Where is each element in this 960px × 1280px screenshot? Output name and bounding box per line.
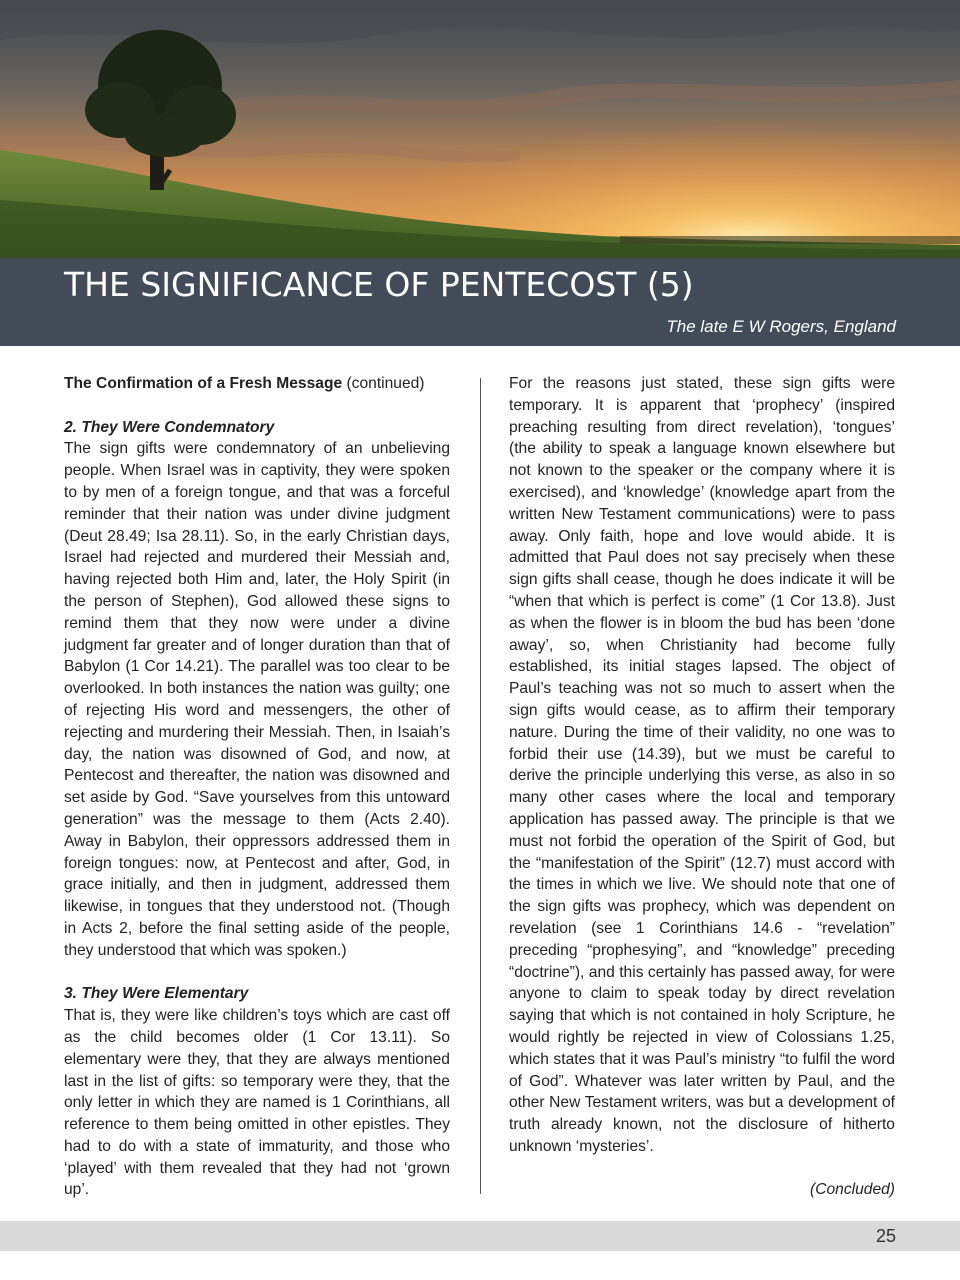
footer-band	[0, 1221, 960, 1251]
section-heading-text: The Confirmation of a Fresh Message	[64, 375, 343, 392]
right-column	[509, 373, 895, 1201]
concluded-note: (Concluded)	[810, 1181, 895, 1199]
paragraph-condemnatory: The sign gifts were condemnatory of an unbelieving people. When Israel was in captivity, they were spoken to by men of a foreign tongue, and that was a forceful reminder that their nation was under divine judgment (Deut 28.49; Isa 28.11). So, in the early Christian days, Israel had rejected and murdered their Messiah and, having rejected both Him and, later, the Holy Spirit (in the person of Stephen), God allowed these signs to remind them that they now were under a divine judgment far greater and of longer duration than that of Babylon (1 Cor 14.21). The parallel was too clear to be overlooked. In both instances the nation was guilty; one of rejecting His word and messengers, the other of rejecting and murdering their Messiah. Then, in Isaiah’s day, the nation was disowned of God, and now, at Pentecost and thereafter, the nation was disowned and set aside by God. “Save yourselves from this untoward generation” was the message to them (Acts 2.40). Away in Babylon, their oppressors addressed them in foreign tongues: now, at Pentecost and after, God, in grace initially, and then in judgment, addressed them likewise, in tongues that they understood not. (Though in Acts 2, before the final setting aside of the people, they understood that which was spoken.)	[64, 440, 450, 959]
subheading-elementary: 3. They Were Elementary	[64, 985, 249, 1003]
article-author: The late E W Rogers, England	[666, 317, 896, 336]
header-photo	[0, 0, 960, 260]
subheading-condemnatory: 2. They Were Condemnatory	[64, 418, 275, 436]
column-divider	[480, 378, 481, 1194]
section-heading	[64, 373, 450, 395]
left-column	[64, 373, 450, 1201]
sunset-field-image	[0, 0, 960, 260]
article-title: THE SIGNIFICANCE OF PENTECOST (5)	[64, 265, 694, 304]
section-heading-note: (continued)	[346, 375, 425, 392]
page-number: 25	[875, 1226, 896, 1246]
paragraph-temporary: For the reasons just stated, these sign gifts were temporary. It is apparent that ‘prophecy’ (inspired preaching resulting from direct revelation), ‘tongues’ (the ability to speak a language known elsewhere but not known to the speaker or the company where it is exercised), and ‘knowledge’ (knowledge apart from the written New Testament communications) were to pass away. Only faith, hope and love would abide. It is admitted that Paul does not say precisely when these sign gifts shall cease, though he does indicate it will be “when that which is perfect is come” (1 Cor 13.8). Just as when the flower is in bloom the bud has been ‘done away’, so, when Christianity had become fully established, its initial stages lapsed. The object of Paul’s teaching was not so much to assert when the sign gifts would cease, as to affirm their temporary nature. During the time of their validity, no one was to forbid their use (14.39), but we must be careful to derive the principle underlying this verse, as also in so many other cases where the local and temporary application has passed away. The principle is that we must not forbid the operation of the Spirit of God, but the “manifestation of the Spirit” (12.7) must accord with the times in which we live. We should note that one of the sign gifts was prophecy, which was dependent on revelation (see 1 Corinthians 14.6 - “revelation” preceding “prophesying”, and “knowledge” preceding “doctrine”), and this certainly has passed away, for were anyone to claim to speak today by direct revelation saying that which is not contained in holy Scripture, he would rightly be rejected in view of Colossians 1.25, which states that it was Paul’s ministry “to fulfil the word of God”. Whatever was later written by Paul, and the other New Testament writers, was but a development of truth already known, not the disclosure of hitherto unknown ‘mysteries’.	[509, 375, 895, 1155]
paragraph-elementary: That is, they were like children’s toys which are cast off as the child becomes older (1 Cor 13.11). So elementary were they, that they are always mentioned last in the list of gifts: so temporary were they, that the only letter in which they are named is 1 Corinthians, all reference to them being omitted in other epistles. They had to do with a state of immaturity, and those who ‘played’ with them revealed that they had not ‘grown up’.	[64, 1007, 450, 1199]
